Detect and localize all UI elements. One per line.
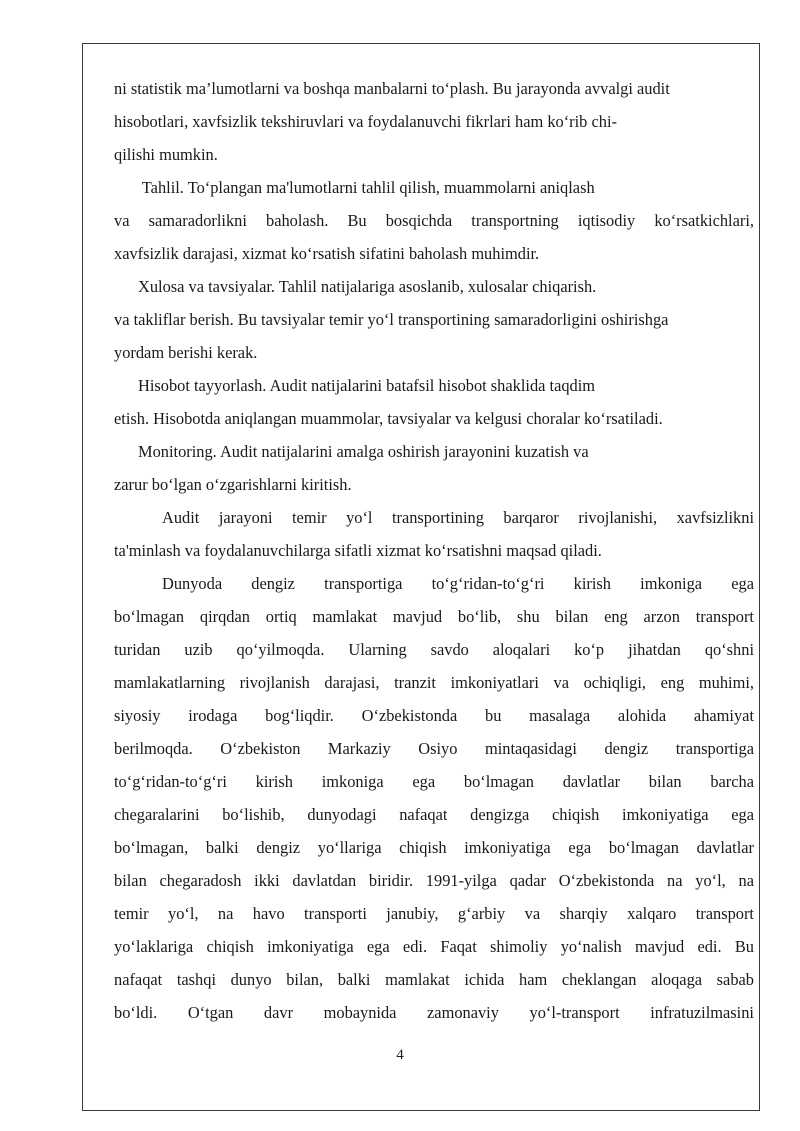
text-line: yo‘laklariga chiqish imkoniyatiga ega edi. Faqat shimoliy yo‘nalish mavjud edi. Bu (114, 937, 754, 956)
bullet-item (114, 369, 754, 402)
text-line: nafaqat tashqi dunyo bilan, balki mamlakat ichida ham cheklangan aloqaga sabab (114, 970, 754, 989)
text-line: mamlakatlarning rivojlanish darajasi, tranzit imkoniyatlari va ochiqligi, eng muhimi, (114, 673, 754, 692)
text-line: turidan uzib qo‘yilmoqda. Ularning savdo aloqalari ko‘p jihatdan qo‘shni (114, 640, 754, 659)
bullet-text: Tahlil. To‘plangan ma'lumotlarni tahlil qilish, muammolarni aniqlash (138, 178, 595, 197)
bullet-item (114, 270, 754, 303)
text-line: bo‘lmagan qirqdan ortiq mamlakat mavjud bo‘lib, shu bilan eng arzon transport (114, 607, 754, 626)
bullet-text: Hisobot tayyorlash. Audit natijalarini batafsil hisobot shaklida taqdim (138, 376, 596, 395)
text-line: bilan chegaradosh ikki davlatdan biridir. 1991-yilga qadar O‘zbekistonda na yo‘l, na (114, 871, 754, 890)
bullet-text: Xulosa va tavsiyalar. Tahlil natijalariga asoslanib, xulosalar chiqarish. (138, 277, 597, 296)
text-line: temir yo‘l, na havo transporti janubiy, g‘arbiy va sharqiy xalqaro transport (114, 904, 754, 923)
text-line: bo‘lmagan, balki dengiz yo‘llariga chiqish imkoniyatiga ega bo‘lmagan davlatlar (114, 838, 754, 857)
text-line: berilmoqda. O‘zbekiston Markaziy Osiyo mintaqasidagi dengiz transportiga (114, 739, 754, 758)
text-line: qilishi mumkin. (114, 145, 218, 164)
page-number: 4 (396, 1047, 404, 1063)
bullet-text: Monitoring. Audit natijalarini amalga oshirish jarayonini kuzatish va (138, 442, 589, 461)
text-line: hisobotlari, xavfsizlik tekshiruvlari va foydalanuvchi fikrlari ham ko‘rib chi- (114, 112, 617, 131)
text-line: etish. Hisobotda aniqlangan muammolar, tavsiyalar va kelgusi choralar ko‘rsatiladi. (114, 409, 663, 428)
paragraph-first-line: Dunyoda dengiz transportiga to‘g‘ridan-to‘g‘ri kirish imkoniga ega (162, 574, 754, 593)
text-line: siyosiy irodaga bog‘liqdir. O‘zbekistonda bu masalaga alohida ahamiyat (114, 706, 754, 725)
text-line: zarur bo‘lgan o‘zgarishlarni kiritish. (114, 475, 352, 494)
text-line: chegaralarini bo‘lishib, dunyodagi nafaqat dengizga chiqish imkoniyatiga ega (114, 805, 754, 824)
bullet-item (114, 171, 754, 204)
bullet-item (114, 435, 754, 468)
text-line: va samaradorlikni baholash. Bu bosqichda transportning iqtisodiy ko‘rsatkichlari, (114, 211, 754, 230)
text-line: to‘g‘ridan-to‘g‘ri kirish imkoniga ega bo‘lmagan davlatlar bilan barcha (114, 772, 754, 791)
text-line: ta'minlash va foydalanuvchilarga sifatli xizmat ko‘rsatishni maqsad qiladi. (114, 541, 602, 560)
text-line: yordam berishi kerak. (114, 343, 258, 362)
text-line: va takliflar berish. Bu tavsiyalar temir yo‘l transportining samaradorligini oshirishga (114, 310, 669, 329)
document-body (114, 72, 754, 1029)
text-line: ni statistik ma’lumotlarni va boshqa manbalarni to‘plash. Bu jarayonda avvalgi audit (114, 79, 670, 98)
text-line: bo‘ldi. O‘tgan davr mobaynida zamonaviy yo‘l-transport infratuzilmasini (114, 1003, 754, 1022)
text-line: xavfsizlik darajasi, xizmat ko‘rsatish sifatini baholash muhimdir. (114, 244, 540, 263)
paragraph-first-line: Audit jarayoni temir yo‘l transportining barqaror rivojlanishi, xavfsizlikni (162, 508, 754, 527)
